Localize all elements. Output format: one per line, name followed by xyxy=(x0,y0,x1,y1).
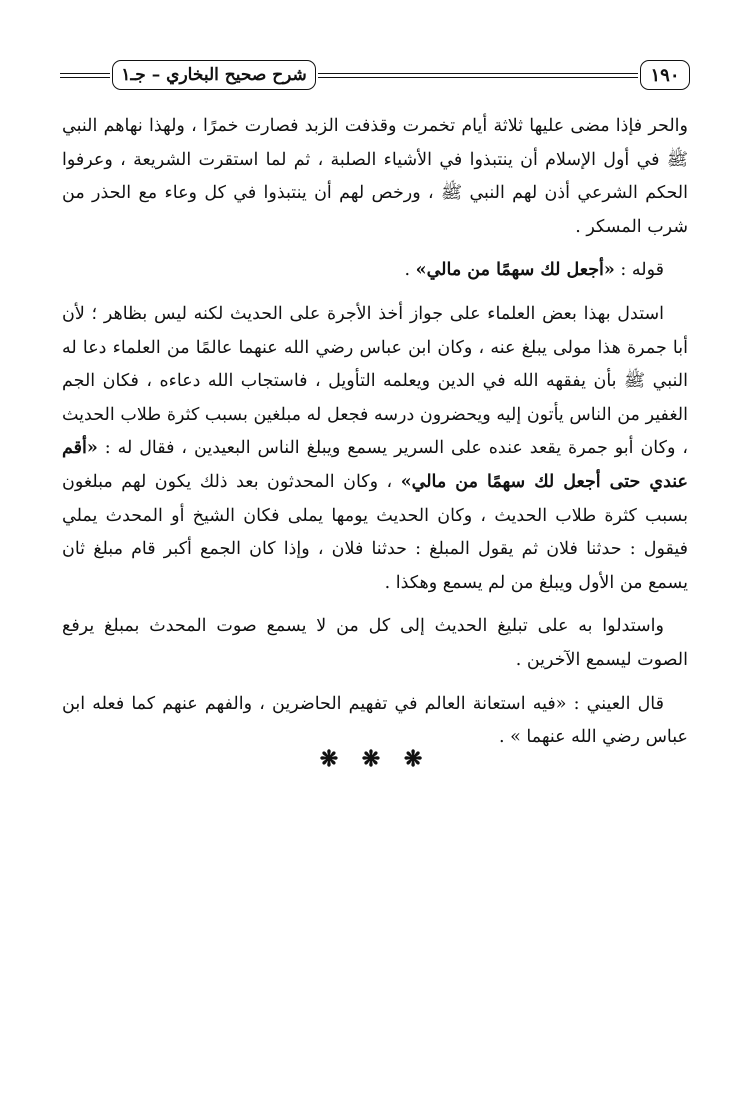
page-number: ١٩٠ xyxy=(650,64,680,86)
book-title: شرح صحيح البخاري – جـ١ xyxy=(121,65,307,85)
paragraph-4-text: واستدلوا به على تبليغ الحديث إلى كل من لا يسمع صوت المحدث بمبلغ يرفع الصوت ليسمع الآخرين . xyxy=(62,616,688,670)
page-number-box xyxy=(640,60,690,90)
header-rule-middle xyxy=(318,73,638,78)
paragraph-5 xyxy=(62,688,688,755)
section-separator: ❋ ❋ ❋ xyxy=(319,746,431,772)
hadith-quote: «أجعل لك سهمًا من مالي» xyxy=(415,260,615,281)
hadith-quote-2: «أقم عندي حتى أجعل لك سهمًا من مالي» xyxy=(62,438,688,492)
paragraph-3-text-a: استدل بهذا بعض العلماء على جواز أخذ الأجرة على الحديث لكنه ليس بظاهر ؛ لأن أبا جمرة هذا مولى يبلغ عنه ، وكان ابن عباس رضي الله عنهما عالمًا من العلماء دعا له النبي ﷺ بأن يفقهه الله في الدين ويعلمه التأويل ، فاستجاب الله دعاءه ، فكان الجم الغفير من الناس يأتون إليه ويحضرون درسه فجعل له مبلغين بسبب كثرة طلاب الحديث ، وكان أبو جمرة يقعد عنده على السرير يسمع ويبلغ الناس البعيدين ، فقال له : xyxy=(62,303,688,459)
paragraph-4 xyxy=(62,610,688,677)
paragraph-1 xyxy=(62,110,688,244)
paragraph-3 xyxy=(62,298,688,600)
quote-end: . xyxy=(404,260,416,281)
paragraph-1-text: والحر فإذا مضى عليها ثلاثة أيام تخمرت وقذفت الزبد فصارت خمرًا ، ولهذا نهاهم النبي ﷺ في أول الإسلام أن ينتبذوا في الأشياء الصلبة ، ثم لما استقرت الشريعة ، وعرفوا الحكم الشرعي أذن لهم النبي ﷺ ، ورخص لهم أن ينتبذوا في كل وعاء مع الحذر من شرب المسكر . xyxy=(62,116,688,237)
page-body xyxy=(62,110,688,755)
header-rule-left xyxy=(60,73,110,78)
paragraph-2 xyxy=(62,254,688,288)
paragraph-5-text: قال العيني : «فيه استعانة العالم في تفهيم الحاضرين ، والفهم عنهم كما فعله ابن عباس رضي الله عنهما » . xyxy=(62,693,688,748)
quote-intro: قوله : xyxy=(614,260,664,281)
book-title-box xyxy=(112,60,316,90)
paragraph-3-text-b: ، وكان المحدثون بعد ذلك يكون لهم مبلغون بسبب كثرة طلاب الحديث ، وكان الحديث يومها يملى فكان الشيخ أو المحدث يملي فيقول : حدثنا فلان ثم يقول المبلغ : حدثنا فلان ، وإذا كان الجمع أكبر قام مبلغ ثان يسمع من الأول ويبلغ من لم يسمع وهكذا . xyxy=(62,471,688,593)
page-header xyxy=(60,60,690,90)
